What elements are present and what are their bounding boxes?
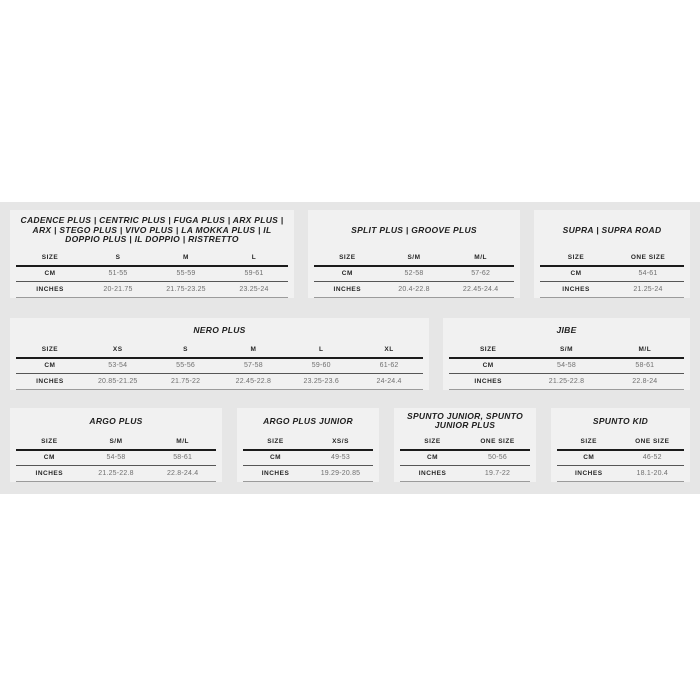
size-header-value-1: S xyxy=(183,345,188,353)
inches-value-0: 20.85-21.25 xyxy=(97,378,138,385)
inches-value-0: 21.25-22.8 xyxy=(98,470,134,477)
cm-label: CM xyxy=(426,454,439,462)
size-table-card-jibe xyxy=(443,318,690,390)
size-chart-band xyxy=(0,202,700,494)
cm-value-0: 49-53 xyxy=(331,454,350,462)
size-header-label: SIZE xyxy=(339,253,356,261)
table-title-nero-plus: NERO PLUS xyxy=(193,324,246,335)
size-header-label: SIZE xyxy=(267,437,284,445)
inches-row xyxy=(540,282,684,298)
size-table-argo-plus xyxy=(16,434,216,483)
cm-value-0: 53-54 xyxy=(108,362,128,370)
inches-value-1: 21.75-22 xyxy=(170,378,201,385)
inches-value-2: 23.25-24 xyxy=(239,286,269,293)
size-header-row xyxy=(314,250,514,266)
inches-value-1: 21.75-23.25 xyxy=(166,286,206,293)
cm-row xyxy=(449,358,684,374)
size-header-value-0: S/M xyxy=(109,437,123,445)
cm-label: CM xyxy=(341,270,353,278)
size-header-value-1: M/L xyxy=(474,253,487,261)
cm-value-1: 58-61 xyxy=(635,362,655,370)
inches-row xyxy=(557,466,684,482)
cm-value-2: 59-61 xyxy=(244,270,264,278)
size-header-value-0: ONE SIZE xyxy=(635,437,670,445)
inches-label: INCHES xyxy=(474,378,502,385)
cm-value-2: 57-58 xyxy=(243,362,263,370)
size-table-card-spunto-kid xyxy=(551,408,690,482)
inches-value-0: 18.1-20.4 xyxy=(636,470,668,477)
inches-label: INCHES xyxy=(333,286,362,293)
inches-value-1: 22.8-24.4 xyxy=(166,470,199,477)
size-header-label: SIZE xyxy=(424,437,441,445)
inches-row xyxy=(16,282,288,298)
size-table-supra-supra-road xyxy=(540,250,684,299)
size-header-value-0: ONE SIZE xyxy=(480,437,515,445)
inches-row xyxy=(243,466,373,482)
inches-label: INCHES xyxy=(36,286,64,293)
table-title-cadence-centric-fuga-arx-group: CADENCE PLUS | CENTRIC PLUS | FUGA PLUS | ARX PLUS | ARX | STEGO PLUS | VIVO PLUS | LA MOKKA PLUS | IL DOPPIO PLUS | IL DOPPIO | RISTRETTO xyxy=(20,215,284,244)
size-header-row xyxy=(243,434,373,450)
cm-value-0: 54-58 xyxy=(106,454,126,462)
inches-value-0: 21.25-24 xyxy=(633,286,663,293)
cm-value-3: 59-60 xyxy=(311,362,331,370)
cm-label: CM xyxy=(482,362,494,370)
cm-row xyxy=(16,450,216,466)
cm-value-1: 57-62 xyxy=(471,270,491,278)
inches-value-3: 23.25-23.6 xyxy=(303,378,339,385)
cm-row xyxy=(557,450,684,466)
inches-value-1: 22.45-24.4 xyxy=(462,286,499,293)
size-header-value-0: ONE SIZE xyxy=(630,253,666,261)
cm-value-0: 54-58 xyxy=(557,362,576,370)
size-header-value-0: S/M xyxy=(407,253,421,261)
size-header-value-4: XL xyxy=(384,345,394,353)
size-table-card-supra-supra-road xyxy=(534,210,690,298)
inches-value-0: 19.29-20.85 xyxy=(320,470,361,477)
cm-row xyxy=(243,450,373,466)
size-table-nero-plus xyxy=(16,342,423,391)
table-title-argo-plus: ARGO PLUS xyxy=(89,415,143,426)
size-chart-row-1 xyxy=(10,210,690,298)
size-header-value-2: L xyxy=(251,253,257,261)
table-title-spunto-kid: SPUNTO KID xyxy=(592,415,649,426)
size-chart-row-2 xyxy=(10,318,690,390)
inches-row xyxy=(449,374,684,390)
cm-value-0: 52-58 xyxy=(404,270,424,278)
size-table-jibe xyxy=(449,342,684,391)
inches-label: INCHES xyxy=(35,470,64,477)
size-header-row xyxy=(16,342,423,358)
inches-value-4: 24-24.4 xyxy=(376,378,402,385)
cm-row xyxy=(314,266,514,282)
cm-row xyxy=(16,358,423,374)
cm-label: CM xyxy=(570,270,582,278)
cm-label: CM xyxy=(269,454,282,462)
table-title-spunto-junior-spunto-junior-plus: SPUNTO JUNIOR, SPUNTO JUNIOR PLUS xyxy=(406,410,524,431)
size-header-label: SIZE xyxy=(41,345,59,353)
cm-label: CM xyxy=(44,270,56,278)
size-table-argo-plus-junior xyxy=(243,434,373,483)
size-chart-row-3 xyxy=(10,408,690,482)
inches-row xyxy=(16,466,216,482)
inches-value-0: 21.25-22.8 xyxy=(548,378,585,385)
cm-value-1: 55-59 xyxy=(176,270,196,278)
size-table-card-argo-plus xyxy=(10,408,222,482)
size-table-card-argo-plus-junior xyxy=(237,408,379,482)
size-table-card-cadence-centric-fuga-arx-group xyxy=(10,210,294,298)
inches-label: INCHES xyxy=(36,378,64,385)
table-title-jibe: JIBE xyxy=(556,324,577,335)
inches-label: INCHES xyxy=(418,470,447,477)
size-table-card-split-plus-groove-plus xyxy=(308,210,520,298)
size-table-card-nero-plus xyxy=(10,318,429,390)
size-header-value-0: S/M xyxy=(559,345,574,353)
inches-label: INCHES xyxy=(574,470,603,477)
size-header-label: SIZE xyxy=(580,437,597,445)
inches-row xyxy=(400,466,530,482)
size-table-split-plus-groove-plus xyxy=(314,250,514,299)
size-header-value-0: S xyxy=(115,253,121,261)
inches-row xyxy=(16,374,423,390)
cm-row xyxy=(400,450,530,466)
size-header-row xyxy=(16,434,216,450)
inches-label: INCHES xyxy=(562,286,590,293)
inches-label: INCHES xyxy=(261,470,290,477)
cm-value-0: 46-52 xyxy=(642,454,662,462)
cm-row xyxy=(16,266,288,282)
inches-value-1: 22.8-24 xyxy=(632,378,658,385)
inches-value-0: 20-21.75 xyxy=(103,286,133,293)
cm-value-0: 51-55 xyxy=(108,270,128,278)
cm-value-1: 58-61 xyxy=(173,454,193,462)
size-header-value-1: M xyxy=(183,253,189,261)
size-header-label: SIZE xyxy=(41,437,58,445)
size-header-row xyxy=(540,250,684,266)
size-header-label: SIZE xyxy=(41,253,59,261)
size-header-row xyxy=(400,434,530,450)
size-header-value-1: M/L xyxy=(638,345,652,353)
inches-value-2: 22.45-22.8 xyxy=(235,378,272,385)
table-title-argo-plus-junior: ARGO PLUS JUNIOR xyxy=(263,415,353,426)
inches-value-0: 19.7-22 xyxy=(484,470,511,477)
cm-row xyxy=(540,266,684,282)
table-title-supra-supra-road: SUPRA | SUPRA ROAD xyxy=(562,224,662,235)
cm-label: CM xyxy=(43,454,55,462)
cm-value-1: 55-56 xyxy=(176,362,196,370)
cm-label: CM xyxy=(583,454,595,462)
size-table-card-spunto-junior-spunto-junior-plus xyxy=(394,408,536,482)
size-table-spunto-kid xyxy=(557,434,684,483)
size-header-label: SIZE xyxy=(479,345,497,353)
cm-value-0: 50-56 xyxy=(488,454,507,462)
size-header-value-0: XS/S xyxy=(332,437,349,445)
size-header-value-0: XS xyxy=(112,345,123,353)
inches-row xyxy=(314,282,514,298)
size-header-row xyxy=(449,342,684,358)
size-header-value-1: M/L xyxy=(176,437,189,445)
cm-value-0: 54-61 xyxy=(638,270,658,278)
size-header-label: SIZE xyxy=(567,253,585,261)
size-header-row xyxy=(557,434,684,450)
cm-value-4: 61-62 xyxy=(379,362,399,370)
size-header-value-3: L xyxy=(318,345,324,353)
size-header-row xyxy=(16,250,288,266)
cm-label: CM xyxy=(44,362,56,370)
size-header-value-2: M xyxy=(250,345,257,353)
size-table-cadence-centric-fuga-arx-group xyxy=(16,250,288,299)
size-table-spunto-junior-spunto-junior-plus xyxy=(400,434,530,483)
inches-value-0: 20.4-22.8 xyxy=(398,286,430,293)
table-title-split-plus-groove-plus: SPLIT PLUS | GROOVE PLUS xyxy=(351,224,477,235)
